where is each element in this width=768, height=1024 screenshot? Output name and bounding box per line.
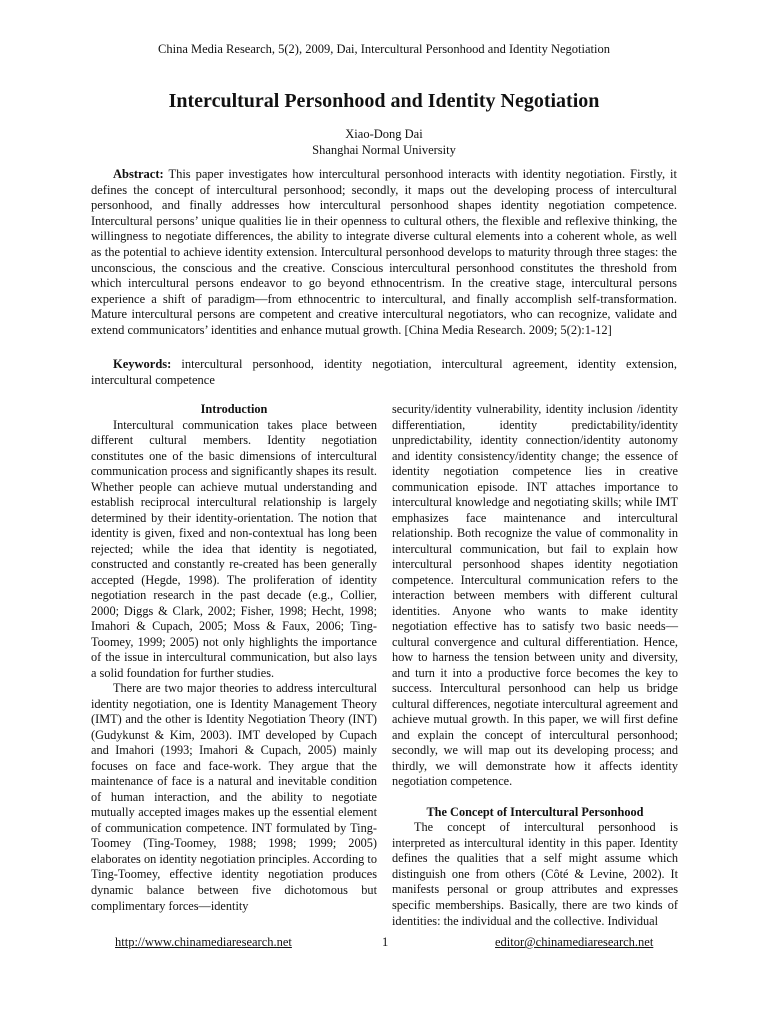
author-affiliation: Shanghai Normal University [312, 143, 456, 157]
author-name: Xiao-Dong Dai [345, 127, 423, 141]
author-block [0, 126, 768, 158]
paper-title: Intercultural Personhood and Identity Negotiation [168, 90, 600, 112]
keywords-text: intercultural personhood, identity negotiation, intercultural agreement, identity extension, intercultural competence [91, 357, 677, 387]
left-column [91, 402, 377, 914]
concept-paragraph-1: The concept of intercultural personhood is interpreted as intercultural identity in this paper. Identity defines the qualities that a self might assume which distinguish one from others (Côté & Levine, 2002). It manifests personal or group attributes and expresses specific memberships. Basically, there are two kinds of identities: the individual and the collective. Individual [392, 820, 678, 928]
abstract-text: This paper investigates how intercultural personhood interacts with identity negotiation. Firstly, it defines the concept of intercultural personhood; secondly, it maps out the developing process of intercultural personhood, and finally addresses how intercultural personhood shapes identity negotiation competence. Intercultural persons’ unique qualities lie in their openness to cultural others, the flexible and reflexive thinking, the willingness to negotiate differences, the ability to integrate diverse cultural elements into a coherent whole, as well as the potential to achieve identity extension. Intercultural personhood develops to maturity through three stages: the unconscious, the conscious and the creative. Conscious intercultural personhood constitutes the threshold from which intercultural persons endeavor to go beyond ethnocentrism. In the creative stage, intercultural persons experience a shift of paradigm—from ethnocentric to intercultural, and finally accomplish self-transformation. Mature intercultural persons are competent and creative intercultural negotiators, who can recognize, validate and extend communicators’ identities and enhance mutual growth. [China Media Research. 2009; 5(2):1-12] [91, 167, 677, 337]
abstract [91, 167, 677, 339]
running-header: China Media Research, 5(2), 2009, Dai, Intercultural Personhood and Identity Negotiation [158, 42, 610, 56]
website-link[interactable]: http://www.chinamediaresearch.net [115, 935, 292, 949]
keywords [91, 357, 677, 388]
intro-paragraph-continued: security/identity vulnerability, identity inclusion /identity differentiation, identity predictability/identity unpredictability, identity connection/identity autonomy and identity consistency/identity change; the essence of identity negotiation competence lies in creative communication episode. INT attaches importance to intercultural knowledge and negotiating skills; while IMT emphasizes face maintenance and intercultural relationship. Both recognize the value of commonality in intercultural communication, but fail to explain how intercultural personhood shapes identity negotiation competence. Intercultural communication refers to the interaction between members with different cultural identities. Anyone who wants to make identity negotiation effective has to satisfy two basic needs—cultural convergence and cultural differentiation. Hence, how to harness the tension between unity and diversity, and turn it into a productive force becomes the key to success. Intercultural personhood can help us bridge cultural differences, negotiate intercultural agreement and achieve mutual growth. In this paper, we will first define and explain the concept of intercultural personhood; secondly, we will map out its developing process; and thirdly, we will demonstrate how it affects identity negotiation competence. [392, 402, 678, 789]
email-link[interactable]: editor@chinamediaresearch.net [495, 935, 654, 949]
footer-website [115, 935, 292, 950]
page-number: 1 [382, 935, 389, 949]
concept-heading: The Concept of Intercultural Personhood [426, 804, 644, 819]
right-column [392, 402, 678, 929]
intro-paragraph-2: There are two major theories to address intercultural identity negotiation, one is Identity Management Theory (IMT) and the other is Identity Negotiation Theory (INT) (Gudykunst & Kim, 2003). IMT developed by Cupach and Imahori (1993; Imahori & Cupach, 2005) mainly focuses on face and face-work. They argue that the maintenance of face is a natural and inevitable condition of human interaction, and the ability to negotiate mutually accepted images makes up the essential element of communication competence. INT formulated by Ting-Toomey (Ting-Toomey, 1988; 1998; 1999; 2005) elaborates on identity negotiation principles. According to Ting-Toomey, effective identity negotiation produces dynamic balance between five dichotomous but complimentary forces—identity [91, 681, 377, 913]
keywords-label: Keywords: [113, 357, 172, 371]
abstract-label: Abstract: [113, 167, 164, 181]
intro-paragraph-1: Intercultural communication takes place between different cultural members. Identity negotiation constitutes one of the basic dimensions of intercultural communication process and significantly shapes its result. Whether people can achieve mutual understanding and establish reciprocal intercultural relationship is largely determined by their identity-orientation. The notion that identity is given, fixed and non-contextual has long been rejected; while the idea that identity is negotiated, constructed and constantly re-created has been generally accepted (Hegde, 1998). The proliferation of identity negotiation research in the past decade (e.g., Collier, 2000; Diggs & Clark, 2002; Fisher, 1998; Hecht, 1998; Imahori & Cupach, 2005; Moss & Faux, 2006; Ting-Toomey, 1999; 2005) not only highlights the importance of the issue in intercultural communication, but also lays a solid foundation for further studies. [91, 417, 377, 680]
footer-email [495, 935, 653, 950]
introduction-heading: Introduction [200, 402, 268, 416]
